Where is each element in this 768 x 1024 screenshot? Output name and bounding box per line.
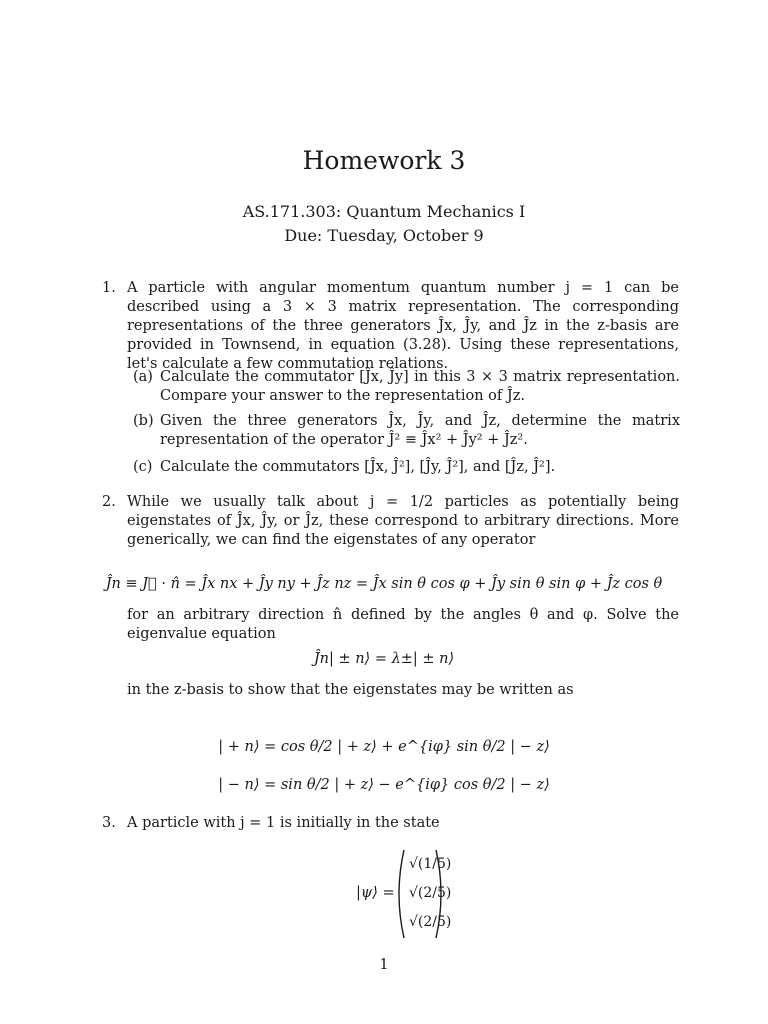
problem-1a-label: (a) — [133, 369, 153, 385]
problem-2-number: 2. — [102, 494, 116, 510]
due-date: Due: Tuesday, October 9 — [284, 226, 484, 245]
problem-1-text: A particle with angular momentum quantum number j = 1 can be described using a 3 × 3 matrix representation. The corresponding representations of the three generators Ĵx, Ĵy, and Ĵz in the z-basis are provided in Townsend, in equation (3.28). Using these representations, let's calculate a few commutation relations. — [127, 280, 679, 372]
page-title: Homework 3 — [302, 146, 466, 175]
problem-1b-label: (b) — [133, 413, 154, 429]
problem-3-number: 3. — [102, 815, 116, 831]
state-vector-lhs: |ψ⟩ = — [356, 885, 395, 901]
page-number: 1 — [379, 957, 389, 973]
problem-2-text-2: for an arbitrary direction n̂ defined by the angles θ and φ. Solve the eigenvalue equation — [127, 607, 679, 642]
equation-jn-definition: Ĵn ≡ J⃗ · n̂ = Ĵx nx + Ĵy ny + Ĵz nz = Ĵx sin θ cos φ + Ĵy sin θ sin φ + Ĵz cos θ — [105, 576, 663, 592]
equation-minus-n: | − n⟩ = sin θ/2 | + z⟩ − e^{iφ} cos θ/2 | − z⟩ — [218, 777, 550, 793]
state-component-3: √(2/5) — [409, 914, 452, 930]
problem-1-number: 1. — [102, 280, 116, 296]
course-name: AS.171.303: Quantum Mechanics I — [242, 202, 526, 221]
problem-2-text-3: in the z-basis to show that the eigenstates may be written as — [127, 682, 574, 698]
problem-2-text: While we usually talk about j = 1/2 particles as potentially being eigenstates of Ĵx, Ĵy, or Ĵz, these correspond to arbitrary directions. More generically, we can find the eigenstates of any operator — [127, 494, 679, 548]
problem-3-text: A particle with j = 1 is initially in the state — [127, 815, 440, 831]
problem-1c-text: Calculate the commutators [Ĵx, Ĵ²], [Ĵy, Ĵ²], and [Ĵz, Ĵ²]. — [160, 459, 556, 475]
problem-1b-text: Given the three generators Ĵx, Ĵy, and Ĵz, determine the matrix representation of the operator Ĵ² ≡ Ĵx² + Ĵy² + Ĵz². — [160, 413, 680, 448]
problem-1a-text: Calculate the commutator [Ĵx, Ĵy] in this 3 × 3 matrix representation. Compare your answer to the representation of Ĵz. — [160, 369, 680, 404]
equation-eigenvalue: Ĵn| ± n⟩ = λ±| ± n⟩ — [313, 651, 455, 667]
equation-plus-n: | + n⟩ = cos θ/2 | + z⟩ + e^{iφ} sin θ/2 | − z⟩ — [218, 739, 550, 755]
problem-1c-label: (c) — [133, 459, 153, 475]
state-component-2: √(2/5) — [409, 885, 452, 901]
state-component-1: √(1/5) — [409, 856, 452, 872]
